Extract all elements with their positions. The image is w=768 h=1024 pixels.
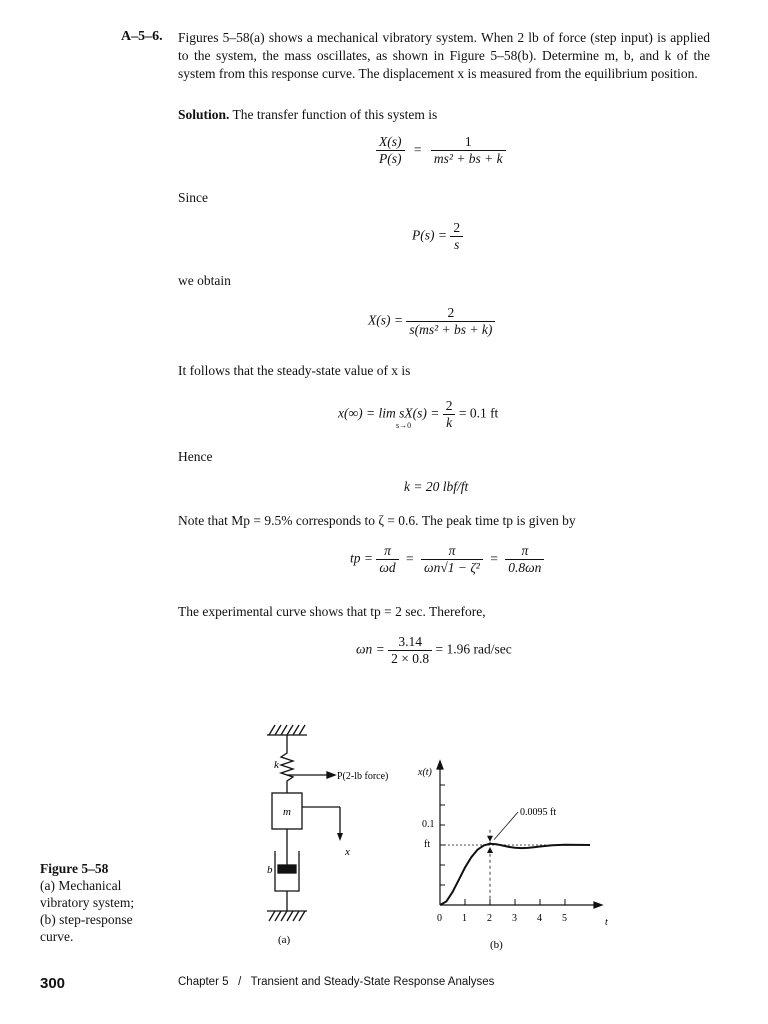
figure-caption-title: Figure 5–58 [40, 861, 109, 876]
overshoot-arrow-top [487, 836, 493, 842]
xs-equation [368, 305, 495, 338]
response-curve [440, 844, 590, 905]
spring [281, 735, 293, 793]
damper-piston [278, 865, 296, 873]
x-tick-label: 0 [437, 913, 442, 924]
t-axis-label: t [605, 917, 608, 928]
ps-numerator: 2 [450, 220, 463, 237]
problem-number: A–5–6. [121, 29, 163, 44]
since-text: Since [178, 190, 208, 205]
y-unit-label: ft [424, 839, 431, 850]
ps-lhs: P(s) = [412, 227, 447, 243]
hence-text: Hence [178, 449, 213, 464]
x-tick-label: 2 [487, 913, 492, 924]
wn-rhs: = 1.96 rad/sec [435, 641, 512, 657]
tp-f1-numerator: π [376, 543, 398, 560]
overshoot-label: 0.0095 ft [520, 807, 557, 818]
xinf-denominator: k [446, 415, 453, 430]
caption-line: curve. [40, 929, 74, 944]
caption-line: (a) Mechanical [40, 878, 122, 893]
xinf-numerator: 2 [443, 398, 456, 415]
tp-f3-denominator: 0.8ωn [508, 560, 542, 575]
bottom-wall-hatch [269, 911, 305, 921]
k-value-equation: k = 20 lbf/ft [404, 479, 469, 494]
solution-label: Solution. [178, 107, 230, 122]
steady-state-equation [338, 398, 498, 431]
damper-label: b [267, 864, 273, 876]
tf-lhs-numerator: X(s) [376, 134, 405, 151]
solution-intro [178, 106, 437, 124]
experimental-text: The experimental curve shows that tp = 2 sec. Therefore, [178, 604, 486, 619]
limit-subscript: s→0 [396, 421, 412, 430]
top-wall-hatch [269, 725, 305, 735]
overshoot-leader [494, 812, 518, 840]
tp-f2-denominator: ωn√1 − ζ² [424, 560, 480, 575]
force-label: P(2-lb force) [337, 771, 389, 782]
tp-f3-numerator: π [505, 543, 544, 560]
x-axis-arrowhead [594, 902, 602, 908]
y-axis-label: x(t) [418, 767, 432, 778]
problem-statement: Figures 5–58(a) shows a mechanical vibratory system. When 2 lb of force (step input) is applied to the system, the mass oscillates, as shown in Figure 5–58(b). Determine m, b, and k of the system from this response curve. The displacement x is measured from the equilibrium position. [178, 30, 710, 81]
xinf-rhs: = 0.1 ft [458, 405, 499, 421]
natural-frequency-equation [356, 634, 512, 667]
force-arrowhead [327, 772, 335, 778]
x-tick-label: 1 [462, 913, 467, 924]
wn-denominator: 2 × 0.8 [391, 651, 430, 666]
step-response-chart [400, 755, 620, 955]
overshoot-arrow-bottom [487, 847, 493, 853]
y-axis-arrowhead [437, 761, 443, 769]
tf-lhs-denominator: P(s) [379, 151, 402, 166]
displacement-label: x [345, 846, 350, 858]
panel-b-label: (b) [490, 939, 503, 951]
xs-lhs: X(s) = [368, 312, 403, 328]
spring-label: k [274, 759, 279, 771]
y-value-label: 0.1 [422, 819, 435, 830]
x-tick-label: 3 [512, 913, 517, 924]
we-obtain-text: we obtain [178, 273, 231, 288]
panel-a-label: (a) [278, 934, 291, 946]
wn-numerator: 3.14 [388, 634, 432, 651]
chapter-footer: Chapter 5 / Transient and Steady-State Response Analyses [178, 976, 495, 988]
displacement-arrowhead [337, 833, 343, 841]
tf-rhs-numerator: 1 [431, 134, 506, 151]
tp-lhs: tp = [350, 550, 373, 566]
ps-denominator: s [454, 237, 460, 252]
xinf-lhs: x(∞) = lim sX(s) = [338, 405, 440, 421]
x-tick-label: 5 [562, 913, 567, 924]
tp-f1-denominator: ωd [379, 560, 396, 575]
mass-label: m [283, 806, 291, 818]
tp-f2-numerator: π [421, 543, 483, 560]
tf-rhs-denominator: ms² + bs + k [433, 151, 503, 166]
note-text: Note that Mp = 9.5% corresponds to ζ = 0.6. The peak time tp is given by [178, 513, 576, 528]
xs-denominator: s(ms² + bs + k) [409, 322, 493, 337]
solution-intro-text: The transfer function of this system is [232, 107, 438, 122]
wn-lhs: ωn = [356, 641, 385, 657]
transfer-function-equation: $\frac{X(s)}{P(s)}$ = $\frac{1}{\text{ms² + bs + k}}$ [376, 134, 506, 167]
xs-numerator: 2 [406, 305, 495, 322]
caption-line: vibratory system; [40, 895, 135, 910]
figure-caption [40, 860, 150, 945]
mechanical-system-diagram [245, 715, 415, 955]
ps-equation [412, 220, 463, 253]
x-tick-label: 4 [537, 913, 542, 924]
page-number: 300 [40, 975, 66, 992]
peak-time-equation: tp = $\frac{\pi}{\omega d}$ = $\frac{\pi}{\text{ωn√1 − ζ²}}$ = $\frac{\pi}{0.8\omega n}$ [350, 543, 544, 576]
steady-state-text: It follows that the steady-state value of x is [178, 363, 411, 378]
caption-line: (b) step-response [40, 912, 133, 927]
